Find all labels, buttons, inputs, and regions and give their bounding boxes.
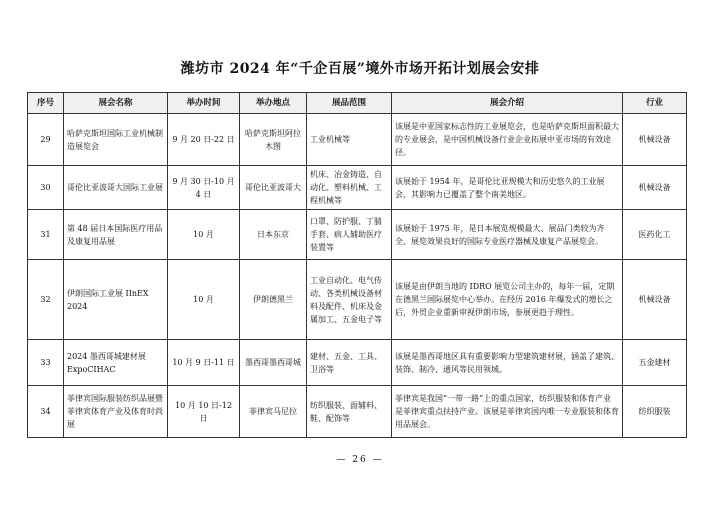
cell-industry: 机械设备 (623, 166, 687, 210)
cell-name: 哥伦比亚波哥大国际工业展 (64, 166, 168, 210)
table-row (28, 114, 687, 166)
cell-scope: 纺织服装、面辅料、鞋、配饰等 (307, 386, 392, 438)
cell-no: 29 (28, 114, 64, 166)
cell-name: 伊朗国际工业展 IInEX 2024 (64, 260, 168, 340)
cell-place: 哈萨克斯坦阿拉木图 (240, 114, 307, 166)
cell-place: 日本东京 (240, 210, 307, 260)
cell-time: 10 月 (168, 260, 240, 340)
header-industry: 行业 (623, 93, 687, 114)
table-row (28, 166, 687, 210)
table-row (28, 340, 687, 386)
cell-intro: 该展是墨西哥地区具有重要影响力型建筑建材展，涵盖了建筑、装饰、制冷、通风等民用领域。 (392, 340, 623, 386)
table-header-row (28, 93, 687, 114)
cell-industry: 机械设备 (623, 260, 687, 340)
cell-name: 第 48 届日本国际医疗用品及康复用品展 (64, 210, 168, 260)
cell-industry: 五金建材 (623, 340, 687, 386)
cell-time: 10 月 9 日-11 日 (168, 340, 240, 386)
cell-place: 伊朗德黑兰 (240, 260, 307, 340)
page-number: — 26 — (336, 455, 384, 465)
header-time: 举办时间 (168, 93, 240, 114)
cell-no: 31 (28, 210, 64, 260)
cell-no: 32 (28, 260, 64, 340)
header-scope: 展品范围 (307, 93, 392, 114)
cell-scope: 口罩、防护服、丁腈手套、病人辅助医疗装置等 (307, 210, 392, 260)
cell-industry: 机械设备 (623, 114, 687, 166)
cell-place: 墨西哥墨西哥城 (240, 340, 307, 386)
cell-time: 10 月 10 日-12 日 (168, 386, 240, 438)
cell-name: 菲律宾国际服装纺织品展暨菲律宾体育产业及体育时尚展 (64, 386, 168, 438)
header-no: 序号 (28, 93, 64, 114)
cell-scope: 机床、冶金铸造、自动化、塑料机械、工程机械等 (307, 166, 392, 210)
cell-intro: 该展是中亚国家标志性的工业展览会，也是哈萨克斯坦面积最大的专业展会，是中国机械设备行业企业拓展中亚市场的有效途径。 (392, 114, 623, 166)
header-intro: 展会介绍 (392, 93, 623, 114)
table-row (28, 260, 687, 340)
header-name: 展会名称 (64, 93, 168, 114)
header-place: 举办地点 (240, 93, 307, 114)
cell-scope: 建材、五金、工具、卫浴等 (307, 340, 392, 386)
cell-intro: 该展是由伊朗当地的 IDRO 展览公司主办的，每年一届，定期在德黑兰国际展览中心举办。在经历 2016 年爆发式的增长之后，外贸企业重新审视伊朗市场，参展更趋于理性。 (392, 260, 623, 340)
cell-no: 30 (28, 166, 64, 210)
cell-industry: 医药化工 (623, 210, 687, 260)
document-title: 潍坊市 2024 年“千企百展”境外市场开拓计划展会安排 (180, 61, 540, 77)
table-row (28, 210, 687, 260)
cell-place: 菲律宾马尼拉 (240, 386, 307, 438)
cell-industry: 纺织服装 (623, 386, 687, 438)
table-row (28, 386, 687, 438)
cell-place: 哥伦比亚波哥大 (240, 166, 307, 210)
cell-scope: 工业自动化、电气传动、各类机械设备材料及配件、机床及金属加工、五金电子等 (307, 260, 392, 340)
cell-intro: 该展始于 1975 年，是日本展览规模最大、展品门类较为齐全、展览效果良好的国际专业医疗器械及康复产品展览会。 (392, 210, 623, 260)
cell-intro: 该展始于 1954 年，是哥伦比亚规模大和历史悠久的工业展会，其影响力已覆盖了整个南美地区。 (392, 166, 623, 210)
cell-name: 2024 墨西哥城建材展 ExpoCIHAC (64, 340, 168, 386)
cell-scope: 工业机械等 (307, 114, 392, 166)
cell-intro: 菲律宾是我国“一带一路”上的重点国家，纺织服装和体育产业是菲律宾重点扶持产业。该展是菲律宾国内唯一专业服装和体育用品展会。 (392, 386, 623, 438)
cell-name: 哈萨克斯坦国际工业机械制造展览会 (64, 114, 168, 166)
cell-time: 10 月 (168, 210, 240, 260)
cell-time: 9 月 30 日-10 月 4 日 (168, 166, 240, 210)
cell-no: 33 (28, 340, 64, 386)
exhibition-schedule-table (27, 92, 687, 438)
cell-time: 9 月 20 日-22 日 (168, 114, 240, 166)
cell-no: 34 (28, 386, 64, 438)
